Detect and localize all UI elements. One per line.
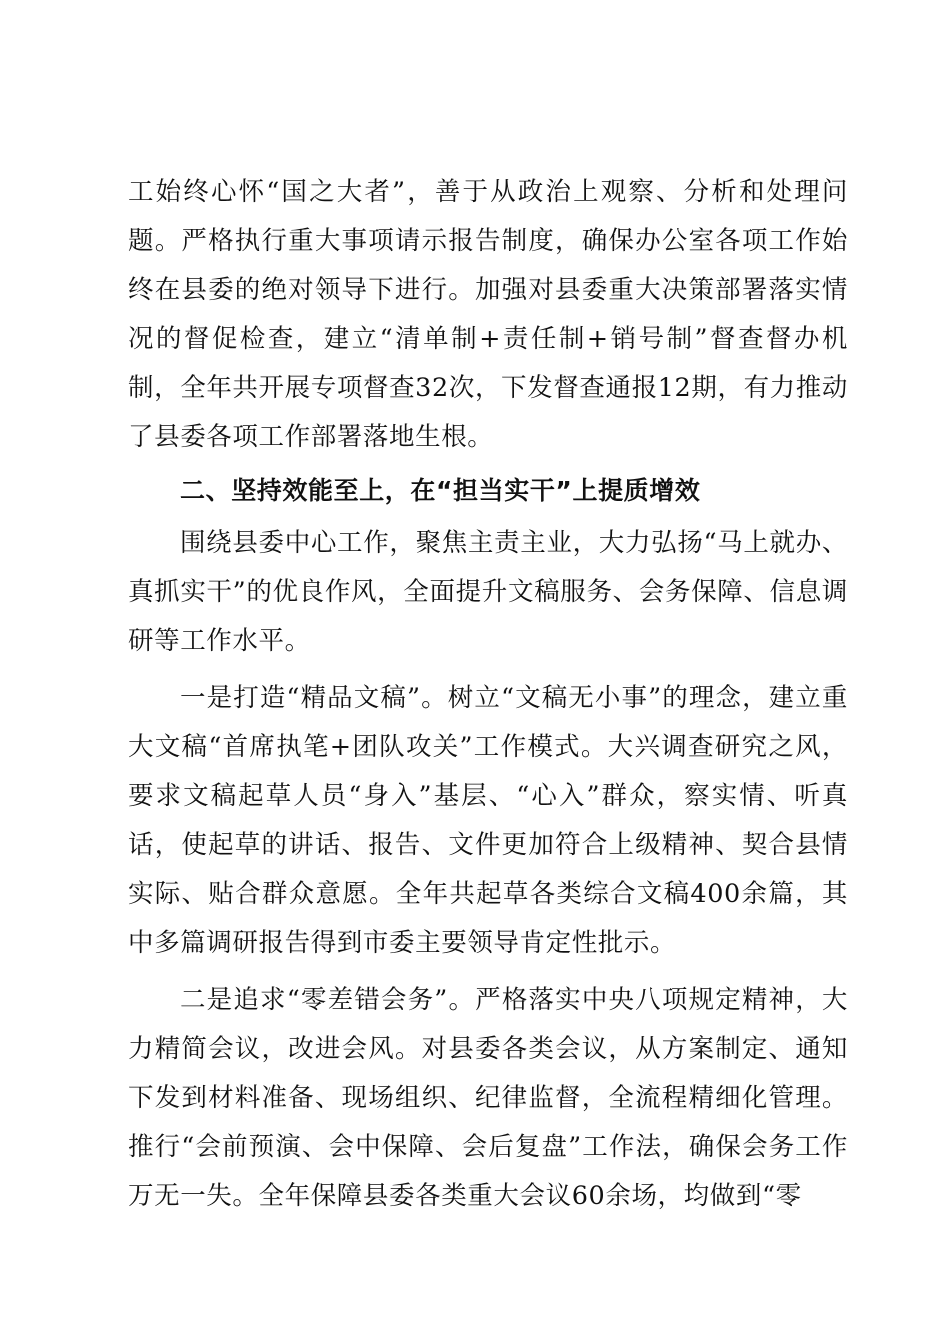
- document-body: [128, 168, 848, 1221]
- paragraph-continued: 工始终心怀“国之大者”，善于从政治上观察、分析和处理问题。严格执行重大事项请示报告制度，确保办公室各项工作始终在县委的绝对领导下进行。加强对县委重大决策部署落实情况的督促检查，建立“清单制+责任制+销号制”督查督办机制，全年共开展专项督查32次，下发督查通报12期，有力推动了县委各项工作部署落地生根。: [128, 177, 848, 452]
- paragraph-meetings: 二是追求“零差错会务”。严格落实中央八项规定精神，大力精简会议，改进会风。对县委各类会议，从方案制定、通知下发到材料准备、现场组织、纪律监督，全流程精细化管理。推行“会前预演、会中保障、会后复盘”工作法，确保会务工作万无一失。全年保障县委各类重大会议60余场，均做到“零: [128, 985, 848, 1211]
- section-heading: 二、坚持效能至上，在“担当实干”上提质增效: [180, 476, 701, 505]
- paragraph-documents: 一是打造“精品文稿”。树立“文稿无小事”的理念，建立重大文稿“首席执笔+团队攻关”工作模式。大兴调查研究之风，要求文稿起草人员“身入”基层、“心入”群众，察实情、听真话，使起草的讲话、报告、文件更加符合上级精神、契合县情实际、贴合群众意愿。全年共起草各类综合文稿400余篇，其中多篇调研报告得到市委主要领导肯定性批示。: [128, 683, 848, 958]
- paragraph-intro: 围绕县委中心工作，聚焦主责主业，大力弘扬“马上就办、真抓实干”的优良作风，全面提升文稿服务、会务保障、信息调研等工作水平。: [128, 528, 848, 656]
